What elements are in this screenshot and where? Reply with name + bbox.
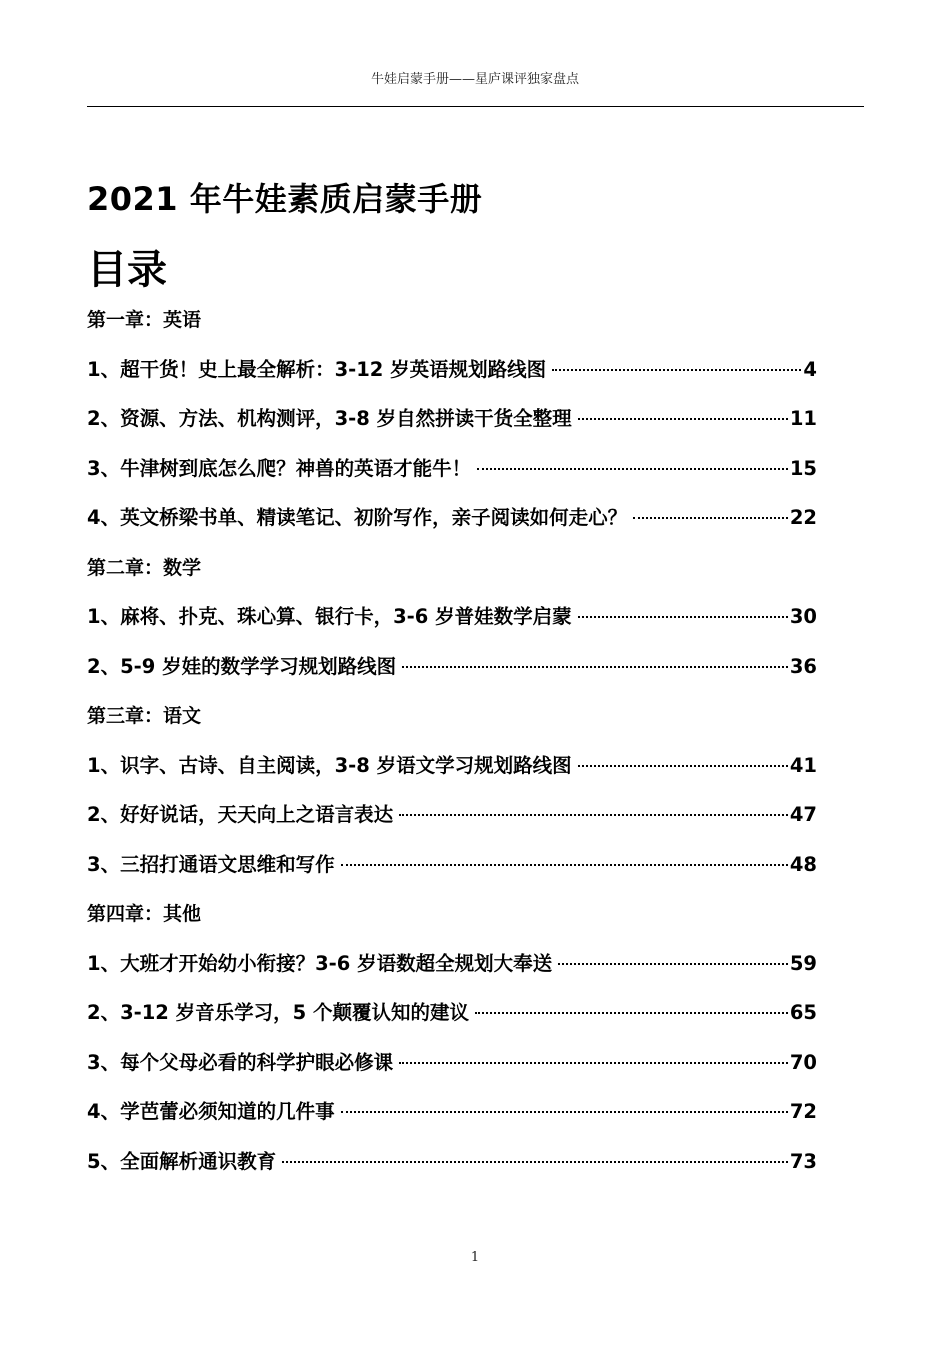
toc-entry-page: 70 (789, 1050, 817, 1074)
toc-entry-label: 3、三招打通语文思维和写作 (87, 852, 335, 876)
toc-entry[interactable] (87, 399, 817, 449)
toc-entry-label: 5、全面解析通识教育 (87, 1149, 277, 1173)
dot-leader (341, 864, 788, 866)
toc-entry-page: 4 (803, 357, 817, 381)
toc-entry-label: 1、识字、古诗、自主阅读，3-8 岁语文学习规划路线图 (87, 753, 572, 777)
toc-entry-label: 1、麻将、扑克、珠心算、银行卡，3-6 岁普娃数学启蒙 (87, 605, 572, 628)
header-divider (87, 106, 864, 107)
toc-entry[interactable] (87, 597, 817, 647)
toc-entry-label: 2、好好说话，天天向上之语言表达 (87, 803, 394, 826)
toc-entry-page: 59 (789, 951, 817, 975)
dot-leader (402, 666, 788, 668)
document-title: 2021 年牛娃素质启蒙手册 (87, 180, 483, 218)
toc-heading: 目录 (87, 247, 167, 293)
toc-entry[interactable] (87, 845, 817, 895)
toc-entry[interactable] (87, 449, 817, 499)
chapter-heading: 第一章：英语 (87, 309, 202, 331)
toc-entry[interactable] (87, 350, 817, 400)
toc-entry-page: 65 (789, 1001, 817, 1024)
table-of-contents (87, 300, 817, 1191)
dot-leader (578, 418, 788, 420)
chapter-heading: 第二章：数学 (87, 556, 202, 579)
dot-leader (475, 1012, 788, 1014)
dot-leader (633, 517, 788, 519)
dot-leader (578, 765, 788, 767)
chapter-heading: 第三章：语文 (87, 705, 202, 727)
dot-leader (552, 369, 801, 371)
toc-entry-label: 1、大班才开始幼小衔接？3-6 岁语数超全规划大奉送 (87, 951, 553, 975)
toc-entry-page: 73 (789, 1149, 817, 1173)
dot-leader (399, 1062, 788, 1064)
toc-entry-page: 11 (789, 407, 817, 430)
toc-entry-page: 36 (789, 654, 817, 678)
toc-entry-page: 30 (789, 605, 817, 628)
toc-entry-label: 4、学芭蕾必须知道的几件事 (87, 1100, 335, 1123)
chapter-heading: 第四章：其他 (87, 903, 202, 925)
toc-entry-label: 2、3-12 岁音乐学习，5 个颠覆认知的建议 (87, 1001, 470, 1024)
dot-leader (558, 963, 788, 965)
toc-entry-page: 41 (789, 753, 817, 777)
page-number: 1 (470, 1250, 480, 1265)
dot-leader (282, 1161, 788, 1163)
toc-entry-label: 2、5-9 岁娃的数学学习规划路线图 (87, 654, 397, 678)
toc-entry[interactable] (87, 1142, 817, 1192)
dot-leader (399, 814, 788, 816)
toc-entry-page: 22 (789, 506, 817, 529)
toc-entry-page: 72 (789, 1100, 817, 1123)
toc-entry-label: 3、牛津树到底怎么爬？神兽的英语才能牛！ (87, 456, 472, 480)
toc-entry[interactable] (87, 944, 817, 994)
toc-entry[interactable] (87, 795, 817, 845)
toc-entry[interactable] (87, 647, 817, 697)
toc-entry-label: 4、英文桥梁书单、精读笔记、初阶写作，亲子阅读如何走心？ (87, 506, 628, 529)
toc-entry-page: 47 (789, 803, 817, 826)
toc-entry-label: 3、每个父母必看的科学护眼必修课 (87, 1050, 394, 1074)
toc-entry[interactable] (87, 746, 817, 796)
toc-entry-page: 15 (789, 456, 817, 480)
page-header: 牛娃启蒙手册——星庐课评独家盘点 (370, 72, 579, 87)
toc-entry-label: 1、超干货！史上最全解析：3-12 岁英语规划路线图 (87, 357, 547, 381)
toc-entry[interactable] (87, 1043, 817, 1093)
dot-leader (341, 1111, 788, 1113)
toc-entry[interactable] (87, 1092, 817, 1142)
toc-entry[interactable] (87, 498, 817, 548)
dot-leader (477, 468, 788, 470)
toc-entry-label: 2、资源、方法、机构测评，3-8 岁自然拼读干货全整理 (87, 407, 572, 430)
toc-entry[interactable] (87, 993, 817, 1043)
toc-entry-page: 48 (789, 852, 817, 876)
dot-leader (578, 616, 788, 618)
